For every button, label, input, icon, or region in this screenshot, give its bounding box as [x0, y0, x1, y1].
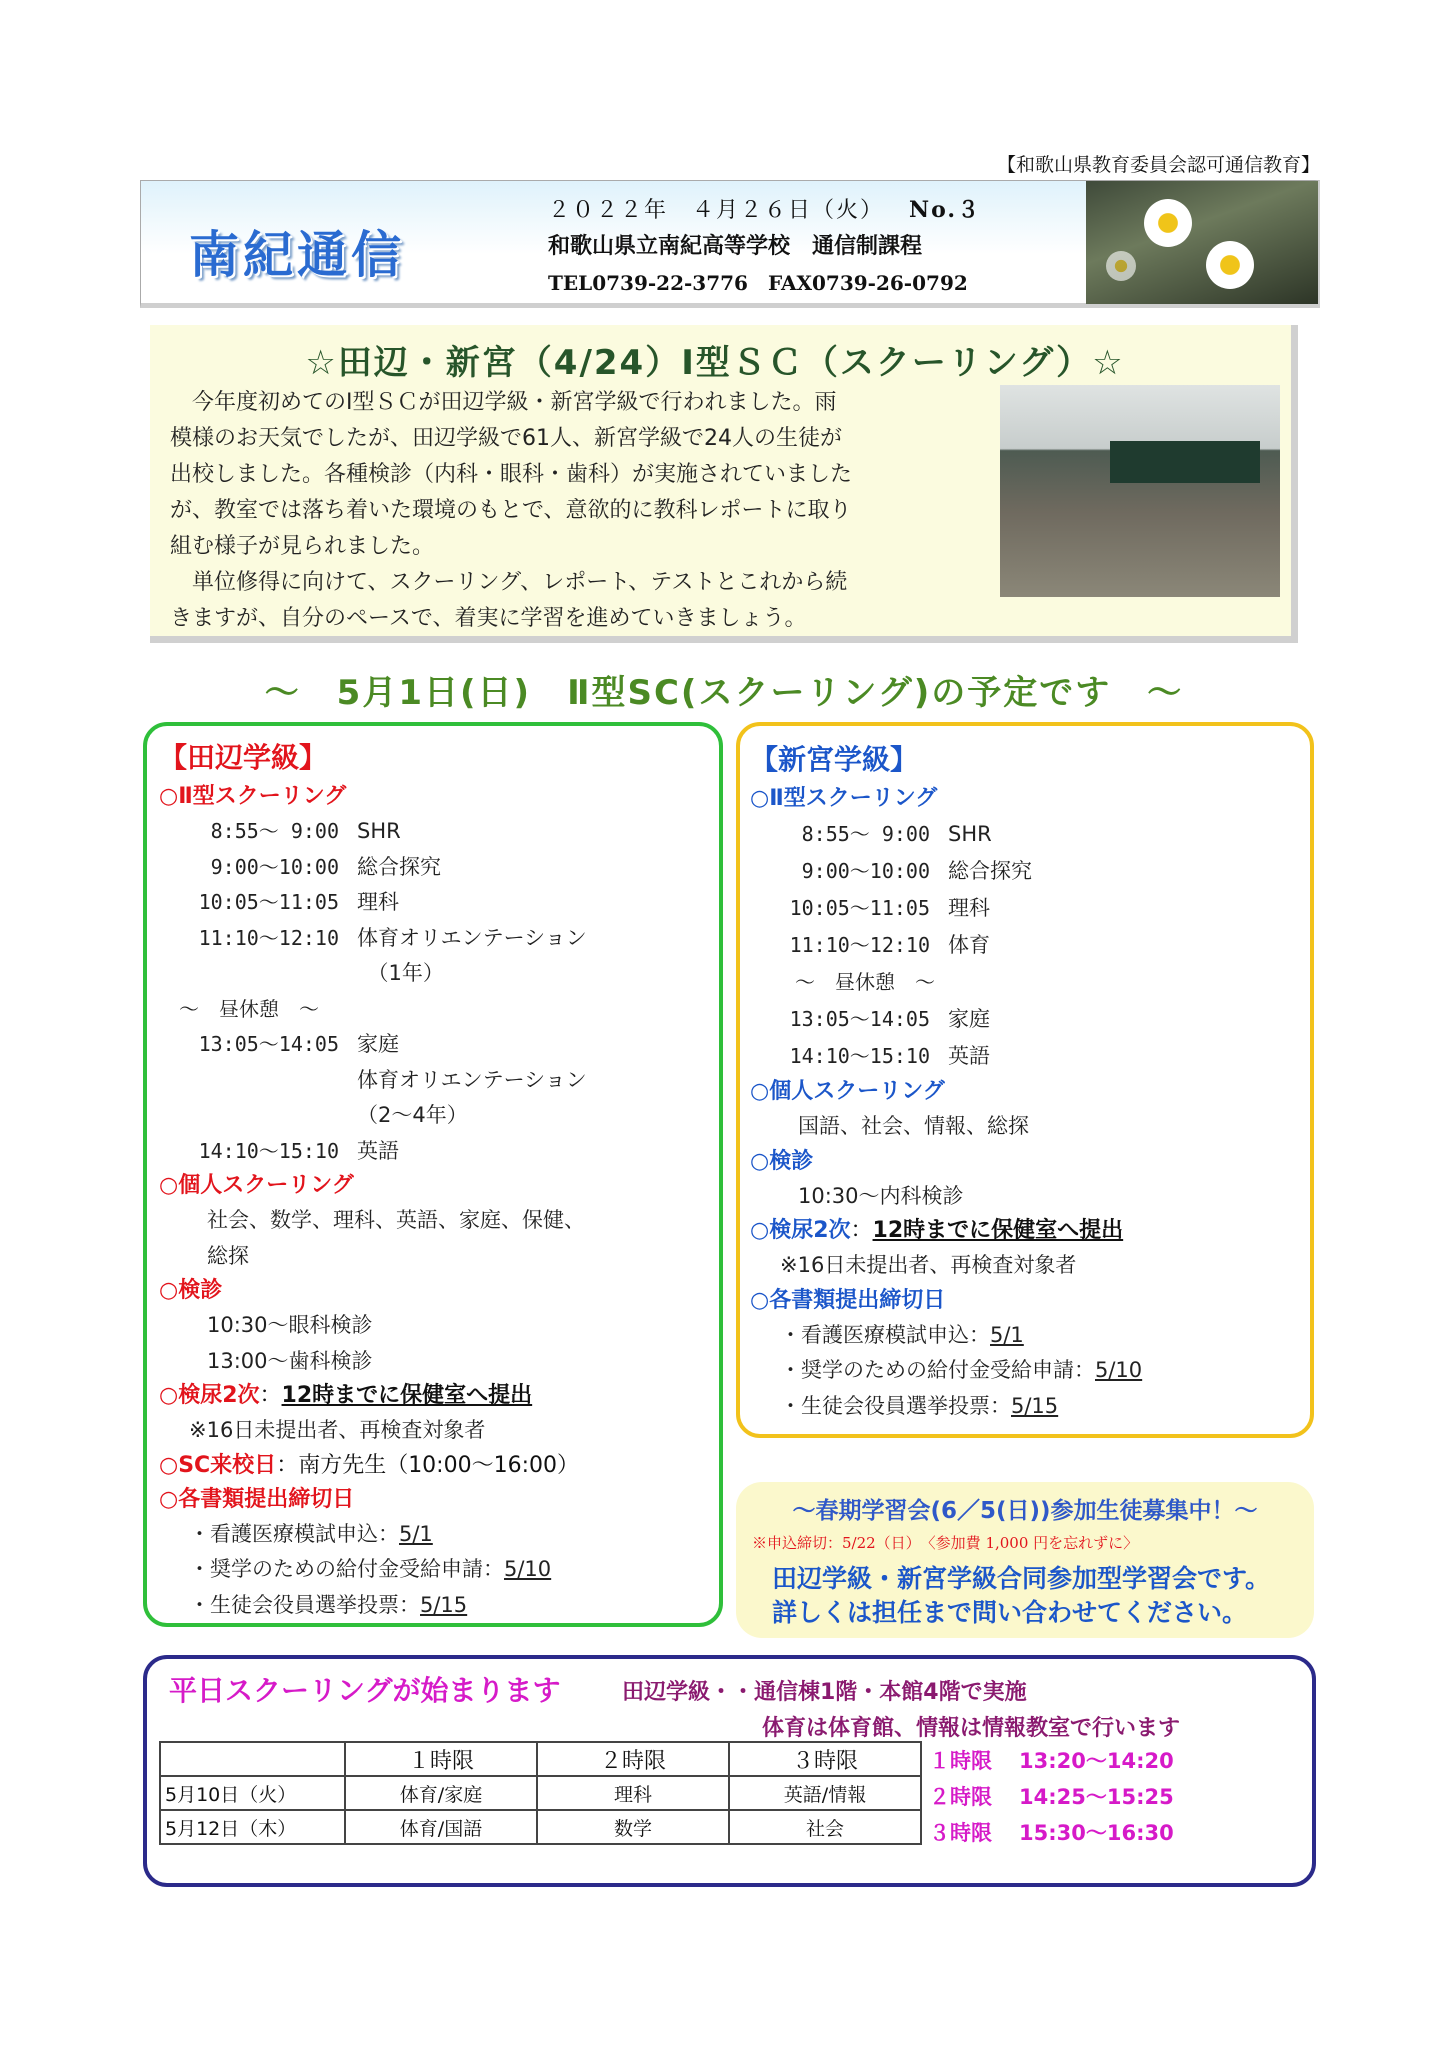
tanabe-title: 【田辺学級】: [159, 741, 328, 774]
tanabe-exam-heading: ○検診: [159, 1278, 223, 1303]
issue-number: No.３: [909, 197, 982, 223]
date-text: ２０２２年 ４月２６日（火）: [548, 198, 885, 223]
deadline-item: ・看護医療模試申込：5/1: [780, 1322, 1024, 1347]
report-line: 組む様子が見られました。: [170, 534, 435, 559]
contact-info: TEL0739-22-3776 FAX0739-26-0792: [548, 271, 968, 295]
schedule-row: 9:00～10:00 総合探究: [801, 859, 1032, 883]
weekday-title: 平日スクーリングが始まります: [169, 1674, 561, 1707]
report-line: 模様のお天気でしたが、田辺学級で61人、新宮学級で24人の生徒が: [170, 426, 842, 451]
deadline-item: ・看護医療模試申込：5/1: [189, 1521, 433, 1546]
tanabe-urine-heading: ○検尿2次：12時までに保健室へ提出: [159, 1383, 533, 1408]
classroom-photo: [1000, 385, 1280, 597]
schooling-report: [150, 325, 1298, 643]
report-line: きますが、自分のペースで、着実に学習を進めていきましょう。: [170, 606, 807, 631]
shingu-sc-heading: ○Ⅱ型スクーリング: [750, 786, 938, 811]
table-row: 5月10日（火） 体育/家庭 理科 英語/情報: [160, 1776, 921, 1810]
newsletter-header: [140, 180, 1320, 308]
deadline-item: ・奨学のための給付金受給申請：5/10: [780, 1358, 1143, 1382]
tanabe-schedule-box: [143, 722, 723, 1627]
exam-item: 13:00～歯科検診: [207, 1348, 373, 1373]
tanabe-sc-heading: ○Ⅱ型スクーリング: [159, 784, 347, 809]
deadline-item: ・奨学のための給付金受給申請：5/10: [189, 1557, 552, 1581]
indiv-subjects: 社会、数学、理科、英語、家庭、保健、: [207, 1208, 585, 1232]
daisy-icon: [1206, 241, 1254, 289]
report-line: が、教室では落ち着いた環境のもとで、意欲的に教科レポートに取り: [170, 498, 852, 523]
schedule-row: 11:10～12:10 体育オリエンテーション: [198, 925, 587, 950]
schedule-title: ～ 5月1日(日) Ⅱ型SC(スクーリング)の予定です ～: [264, 673, 1184, 713]
schedule-row: （1年）: [357, 961, 444, 985]
schedule-row: 10:05～11:05 理科: [198, 890, 399, 914]
table-header-row: １時限 ２時限 ３時限: [160, 1742, 921, 1776]
spring-body: [772, 1562, 1312, 1630]
newsletter-logo: 南紀通信: [189, 226, 405, 284]
school-name: 和歌山県立南紀高等学校 通信制課程: [548, 234, 923, 259]
period-row: １時限 13:20～14:20: [929, 1749, 1174, 1773]
weekday-location: 田辺学級・・通信棟1階・本館4階で実施: [622, 1680, 1027, 1705]
schedule-row: 13:05～14:05 家庭: [198, 1032, 399, 1056]
spring-line: 田辺学級・新宮学級合同参加型学習会です。: [772, 1564, 1271, 1593]
shingu-title: 【新宮学級】: [750, 743, 919, 776]
flower-photo: [1086, 181, 1318, 304]
urine-note: ※16日未提出者、再検査対象者: [189, 1418, 486, 1442]
tanabe-indiv-heading: ○個人スクーリング: [159, 1173, 354, 1198]
report-title: ☆田辺・新宮（4/24）Ⅰ型ＳＣ（スクーリング）☆: [305, 343, 1125, 383]
urine-note: ※16日未提出者、再検査対象者: [780, 1253, 1077, 1277]
authority-label: 【和歌山県教育委員会認可通信教育】: [996, 154, 1320, 176]
spring-line: 詳しくは担任まで問い合わせてください。: [772, 1598, 1248, 1627]
indiv-subjects: 国語、社会、情報、総探: [798, 1114, 1029, 1138]
shingu-indiv-heading: ○個人スクーリング: [750, 1079, 945, 1104]
tanabe-content: [159, 736, 587, 1623]
tanabe-deadline-heading: ○各書類提出締切日: [159, 1486, 355, 1512]
issue-date: [548, 193, 981, 224]
tanabe-visit-heading: ○SC来校日：南方先生（10:00～16:00）: [159, 1452, 579, 1478]
deadline-item: ・生徒会役員選挙投票：5/15: [780, 1393, 1059, 1418]
schedule-row: 11:10～12:10 体育: [789, 933, 990, 957]
schedule-row: 8:55～ 9:00 SHR: [210, 819, 401, 843]
daisy-icon: [1106, 251, 1136, 281]
shingu-exam-heading: ○検診: [750, 1148, 814, 1174]
daisy-icon: [1144, 199, 1192, 247]
schedule-row: （2～4年）: [357, 1103, 468, 1127]
schedule-row: 10:05～11:05 理科: [789, 896, 990, 920]
shingu-schedule-box: [736, 722, 1314, 1438]
report-line: 単位修得に向けて、スクーリング、レポート、テストとこれから続: [170, 570, 848, 595]
spring-study-notice: [736, 1482, 1314, 1638]
period-row: ２時限 14:25～15:25: [929, 1785, 1174, 1809]
report-line: 出校しました。各種検診（内科・眼科・歯科）が実施されていました: [170, 462, 853, 487]
indiv-subjects: 総探: [207, 1243, 249, 1268]
schedule-row: 13:05～14:05 家庭: [789, 1007, 990, 1031]
period-row: ３時限 15:30～16:30: [929, 1821, 1174, 1845]
exam-item: 10:30～内科検診: [798, 1183, 964, 1208]
blackboard: [1110, 441, 1260, 483]
schedule-row: 8:55～ 9:00 SHR: [801, 822, 992, 846]
report-body: [170, 385, 990, 637]
weekday-timetable: [159, 1741, 922, 1845]
deadline-item: ・生徒会役員選挙投票：5/15: [189, 1592, 468, 1617]
shingu-urine-heading: ○検尿2次：12時までに保健室へ提出: [750, 1218, 1124, 1243]
weekday-schooling-box: [143, 1655, 1316, 1887]
period-times: [929, 1743, 1174, 1851]
shingu-content: [750, 738, 1142, 1424]
weekday-rooms: 体育は体育館、情報は情報教室で行います: [762, 1716, 1181, 1741]
schedule-row: 体育オリエンテーション: [357, 1067, 587, 1092]
report-line: 今年度初めてのⅠ型ＳＣが田辺学級・新宮学級で行われました。雨: [170, 390, 837, 415]
lunch-break-row: ～ 昼休憩 ～: [795, 970, 935, 994]
schedule-row: 9:00～10:00 総合探究: [210, 854, 441, 879]
lunch-break-row: ～ 昼休憩 ～: [179, 996, 319, 1021]
spring-deadline-note: ※申込締切：5/22（日） 〈参加費 1,000 円を忘れずに〉: [752, 1534, 1139, 1552]
spring-title: ～春期学習会(6／5(日))参加生徒募集中！～: [792, 1498, 1258, 1524]
shingu-deadline-heading: ○各書類提出締切日: [750, 1287, 946, 1313]
schedule-row: 14:10～15:10 英語: [198, 1138, 399, 1163]
schedule-row: 14:10～15:10 英語: [789, 1044, 990, 1068]
exam-item: 10:30～眼科検診: [207, 1313, 373, 1337]
table-row: 5月12日（木） 体育/国語 数学 社会: [160, 1810, 921, 1844]
